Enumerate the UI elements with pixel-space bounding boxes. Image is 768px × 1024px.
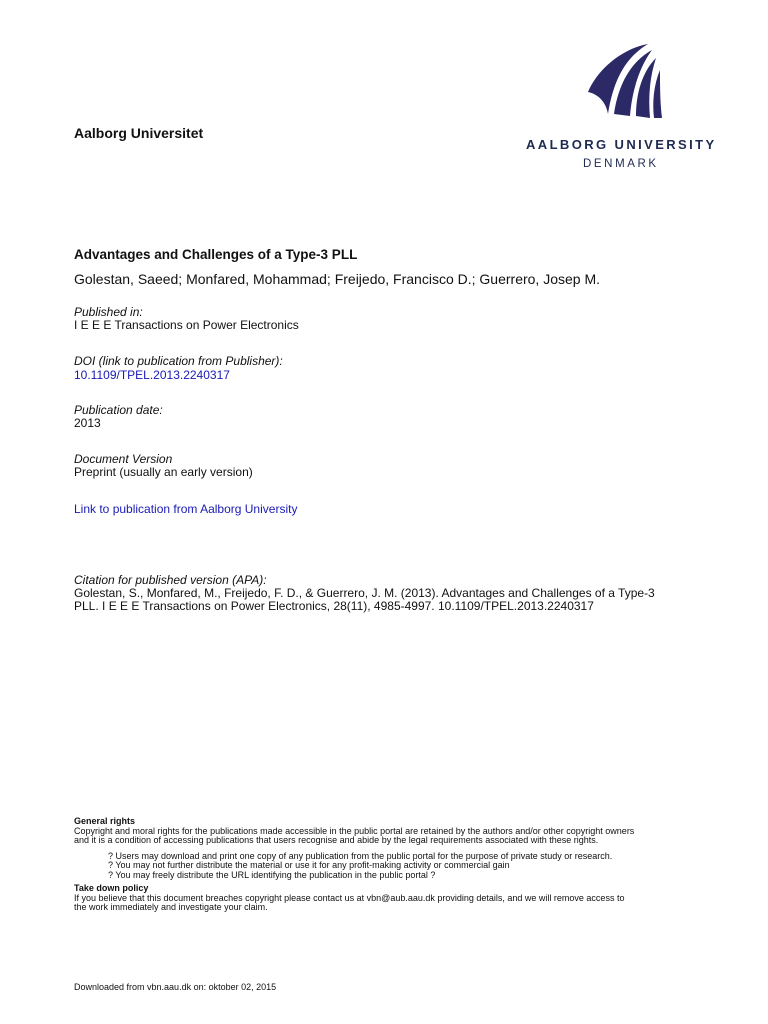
published-in-value: I E E E Transactions on Power Electronics: [74, 318, 299, 332]
logo-wordmark: AALBORG UNIVERSITY: [526, 137, 717, 152]
published-in-section: [74, 306, 299, 332]
publication-date-label: Publication date:: [74, 403, 163, 417]
general-rights-heading: General rights: [74, 816, 136, 826]
document-title: Advantages and Challenges of a Type-3 PLL: [74, 247, 358, 262]
document-version-value: Preprint (usually an early version): [74, 465, 253, 479]
published-in-label: Published in:: [74, 305, 143, 319]
publication-date-value: 2013: [74, 416, 101, 430]
publication-date-section: [74, 404, 163, 430]
doi-link[interactable]: 10.1109/TPEL.2013.2240317: [74, 368, 230, 382]
university-name: Aalborg Universitet: [74, 125, 204, 141]
citation-label: Citation for published version (APA):: [74, 573, 267, 587]
document-version-section: [74, 453, 253, 479]
takedown-heading: Take down policy: [74, 883, 149, 893]
aau-publication-link[interactable]: Link to publication from Aalborg University: [74, 502, 298, 516]
citation-section: [74, 574, 714, 613]
logo-country: DENMARK: [583, 158, 659, 170]
doi-label: DOI (link to publication from Publisher):: [74, 354, 283, 368]
rights-bullet: ? You may freely distribute the URL identifying the publication in the public portal ?: [108, 869, 436, 880]
doi-section: [74, 355, 283, 382]
citation-line: Golestan, S., Monfared, M., Freijedo, F. D., & Guerrero, J. M. (2013). Advantages and Challenges of a Type-3: [74, 586, 655, 600]
takedown-text: If you believe that this document breaches copyright please contact us at vbn@aub.aau.dk providing details, and we will remove access to: [74, 892, 625, 903]
wave-logo-icon: [584, 42, 664, 122]
rights-text: Copyright and moral rights for the publications made accessible in the public portal are retained by the authors and/or other copyright owners: [74, 825, 635, 836]
authors: Golestan, Saeed; Monfared, Mohammad; Freijedo, Francisco D.; Guerrero, Josep M.: [74, 271, 601, 287]
rights-text: and it is a condition of accessing publications that users recognise and abide by the legal requirements associated with these rights.: [74, 835, 599, 845]
rights-bullet: ? Users may download and print one copy of any publication from the public portal for the purpose of private study or research.: [108, 850, 613, 861]
rights-section: [74, 817, 724, 913]
document-version-label: Document Version: [74, 452, 173, 466]
download-footer: Downloaded from vbn.aau.dk on: oktober 02, 2015: [74, 982, 277, 992]
citation-line: PLL. I E E E Transactions on Power Electronics, 28(11), 4985-4997. 10.1109/TPEL.2013.2240317: [74, 599, 594, 613]
rights-bullets: [74, 852, 724, 881]
rights-bullet: ? You may not further distribute the material or use it for any profit-making activity or commercial gain: [108, 860, 510, 870]
takedown-text: the work immediately and investigate your claim.: [74, 902, 268, 912]
aalborg-university-logo: [524, 40, 724, 175]
